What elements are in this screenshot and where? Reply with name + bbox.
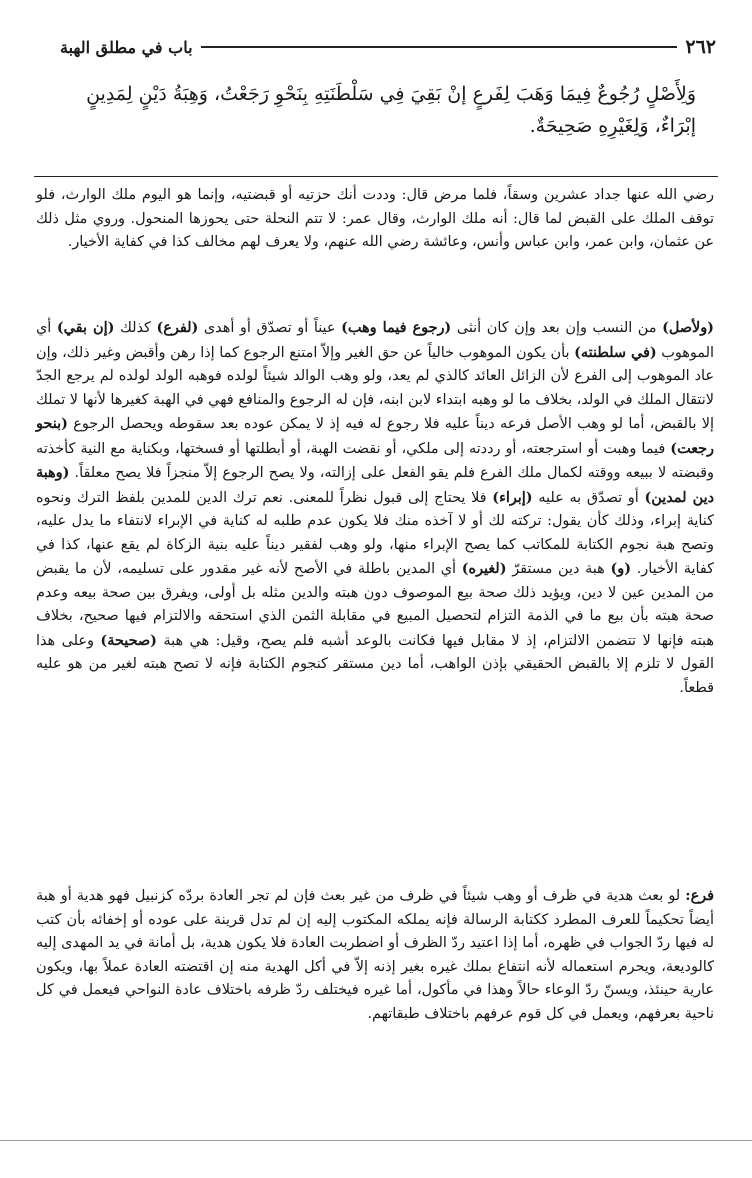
matn-line-2: إبْرَاءٌ، وَلِغَيْرِهِ صَحِيحَةٌ.	[529, 115, 696, 137]
matn-quote: (رجوع فيما وهب)	[341, 319, 452, 336]
page-number: ٢٦٢	[685, 36, 716, 58]
matn-quote: (إبراء)	[492, 488, 533, 506]
main-text-matn	[58, 78, 696, 142]
commentary-paragraph-2	[36, 316, 714, 700]
matn-quote: (إن بقي)	[56, 319, 115, 336]
paragraph-text	[36, 884, 714, 1026]
commentary-text: من النسب وإن بعد وإن كان أنثى	[451, 320, 663, 336]
matn-quote: (في سلطنته)	[574, 343, 657, 361]
commentary-text: لو بعث هدية في ظرف أو وهب شيئاً في ظرف من غير بعث فإن لم تجر العادة بردّه كزنبيل فهو هدية أو هبة أيضاً تحكيماً للعرف المطرد ككتابة الرسالة فإنه يملكه المكتوب إليه إن لم تدل قرينة على عوده أو إخفائه بأن كتب له فيها ردّ الجواب في ظهره، أما إذا اعتيد ردّ الظرف أو اضطربت العادة فلا يكون هدية، بل أمانة في يد المهدى إليه كالوديعة، ويحرم استعماله لأنه انتفاع بملك غيره بغير إذنه إلاّ في أكل الهدية منه إن اقتضته العادة عملاً بها، ويكون عارية حينئذ، ويسنّ ردّ الوعاء حالاً وهذا في مأكول، أما غيره فيختلف ردّ ظرفه باختلاف عادة النواحي فيعمل في كل ناحية بعرفهم، ويعمل في كل قوم عرفهم باختلاف طبقاتهم.	[36, 888, 714, 1022]
matn-quote: (لغيره)	[461, 560, 507, 577]
header-rule	[201, 46, 678, 48]
page-bottom-edge	[0, 1140, 752, 1141]
subsection-label: فرع:	[685, 887, 714, 904]
commentary-text: عيناً أو تصدّق أو أهدى	[198, 320, 342, 336]
separator-rule	[34, 176, 718, 177]
commentary-text: أو تصدّق به عليه	[532, 489, 645, 506]
commentary-text: فلا يحتاج إلى قبول نظراً للمعنى. نعم ترك الدين للمدين بلفظ الترك ونحوه كناية إبراء، وذلك كأن يقول: تركته لك أو لا آخذه منك فلا يكون عدم طلبه له كناية في الإبراء لانتفاء ما يدل عليه، وتصح هبة نجوم الكتابة للمكاتب كما يصح الإبراء منها، ولو وهب لفقير ديناً عليه بنية الزكاة لم يقع عنها، كذا في كفاية الأخيار.	[36, 489, 714, 577]
matn-quote: (بنحو رجعت)	[36, 415, 714, 457]
commentary-text: أي المدين باطلة في الأصح لأنه غير مقدور على تسليمه، لأن ما يقبض من المدين عين لا دين، ويؤيد ذلك صحة بيع الموصوف دون هبته والدين مثله بل أولى، ويفرق بين صحة بيعه وعدم صحة هبته بأن بيع ما في الذمة التزام لتحصيل المبيع في مقابلة الثمن الذي استحقه والالتزام فيها صحيح، بخلاف هبته فإنها لا تتضمن الالتزام، إذ لا مقابل فيها فكانت بالوعد أشبه فلم يصح، وقيل: هي هبة	[36, 561, 714, 649]
commentary-text: فيما وهبت أو استرجعته، أو رددته إلى ملكي، أو نقضت الهبة، أو أبطلتها أو فسختها، وبكناية مع النية كأخذته وقبضته لا ببيعه ووقته لكمال ملك الفرع فلم يقو الفعل على إزالته، ولا يصح الرجوع إلاّ منجزاً فلا يصح معلقاً.	[36, 440, 714, 481]
matn-quote: (لفرع)	[156, 319, 199, 336]
commentary-text: كذلك	[114, 320, 157, 336]
matn-quote: (وهبة دين لمدين)	[36, 464, 715, 506]
commentary-text: أي الموهوب	[36, 320, 714, 361]
matn-quote: (ولأصل)	[662, 319, 714, 336]
page-header	[60, 34, 716, 60]
matn-quote: (صحيحة)	[100, 631, 157, 649]
matn-quote: (و)	[610, 560, 632, 577]
commentary-paragraph-1	[36, 184, 714, 255]
matn-line-1: وَلِأَصْلٍ رُجُوعٌ فِيمَا وَهَبَ لِفَرعٍ إنْ بَقِيَ فِي سَلْطَنَتِهِ بِنَحْوِ رَجَعْتُ، وَهِبَةُ دَيْنٍ لِمَدِينٍ	[86, 83, 696, 105]
chapter-title: باب في مطلق الهبة	[60, 37, 193, 57]
paragraph-text	[36, 316, 714, 700]
commentary-text: هبة دين مستقرّ	[506, 561, 611, 577]
paragraph-text: رضي الله عنها جداد عشرين وسقاً، فلما مرض قال: وددت أنك حزتيه أو قبضتيه، وإنما هو اليوم ملك الوارث، فلو توقف الملك على القبض لما قال: أنه ملك الوارث، وقال عمر: لا تتم النحلة حتى يحوزها المنحول. وروي مثل ذلك عن عثمان، وابن عمر، وابن عباس وأنس، وعائشة رضي الله عنهم، ولا يعرف لهم مخالف كذا في كفاية الأخيار.	[36, 187, 714, 250]
commentary-paragraph-3	[36, 884, 714, 1026]
commentary-text: بأن يكون الموهوب خالياً عن حق الغير وإلاّ امتنع الرجوع كما إذا رهن وأقبض وغير ذلك، وإن عاد الموهوب إلى الفرع لأن الزائل العائد كالذي لم يعد، ولو وهب الوالد شيئاً لولده فوهبه الولد لولده لم يرجع الجدّ لانتقال الملك في الولد، بخلاف ما لو وهبه ابتداء لابن ابنه، فإن له الرجوع والمنافع فهي في الهبة كغيرها لأنها لا تملك إلا بالقبض، أما لو وهب الأصل فرعه ديناً عليه فلا رجوع له فيه إذ لا يمكن عوده بعد سقوطه ويحصل الرجوع	[36, 344, 714, 432]
commentary-text: وعلى هذا القول لا تلزم إلا بالقبض الحقيقي بإذن الواهب، أما دين مستقر كنجوم الكتابة فإنه لا تصح هبته لغير من هو عليه قطعاً.	[36, 632, 714, 696]
